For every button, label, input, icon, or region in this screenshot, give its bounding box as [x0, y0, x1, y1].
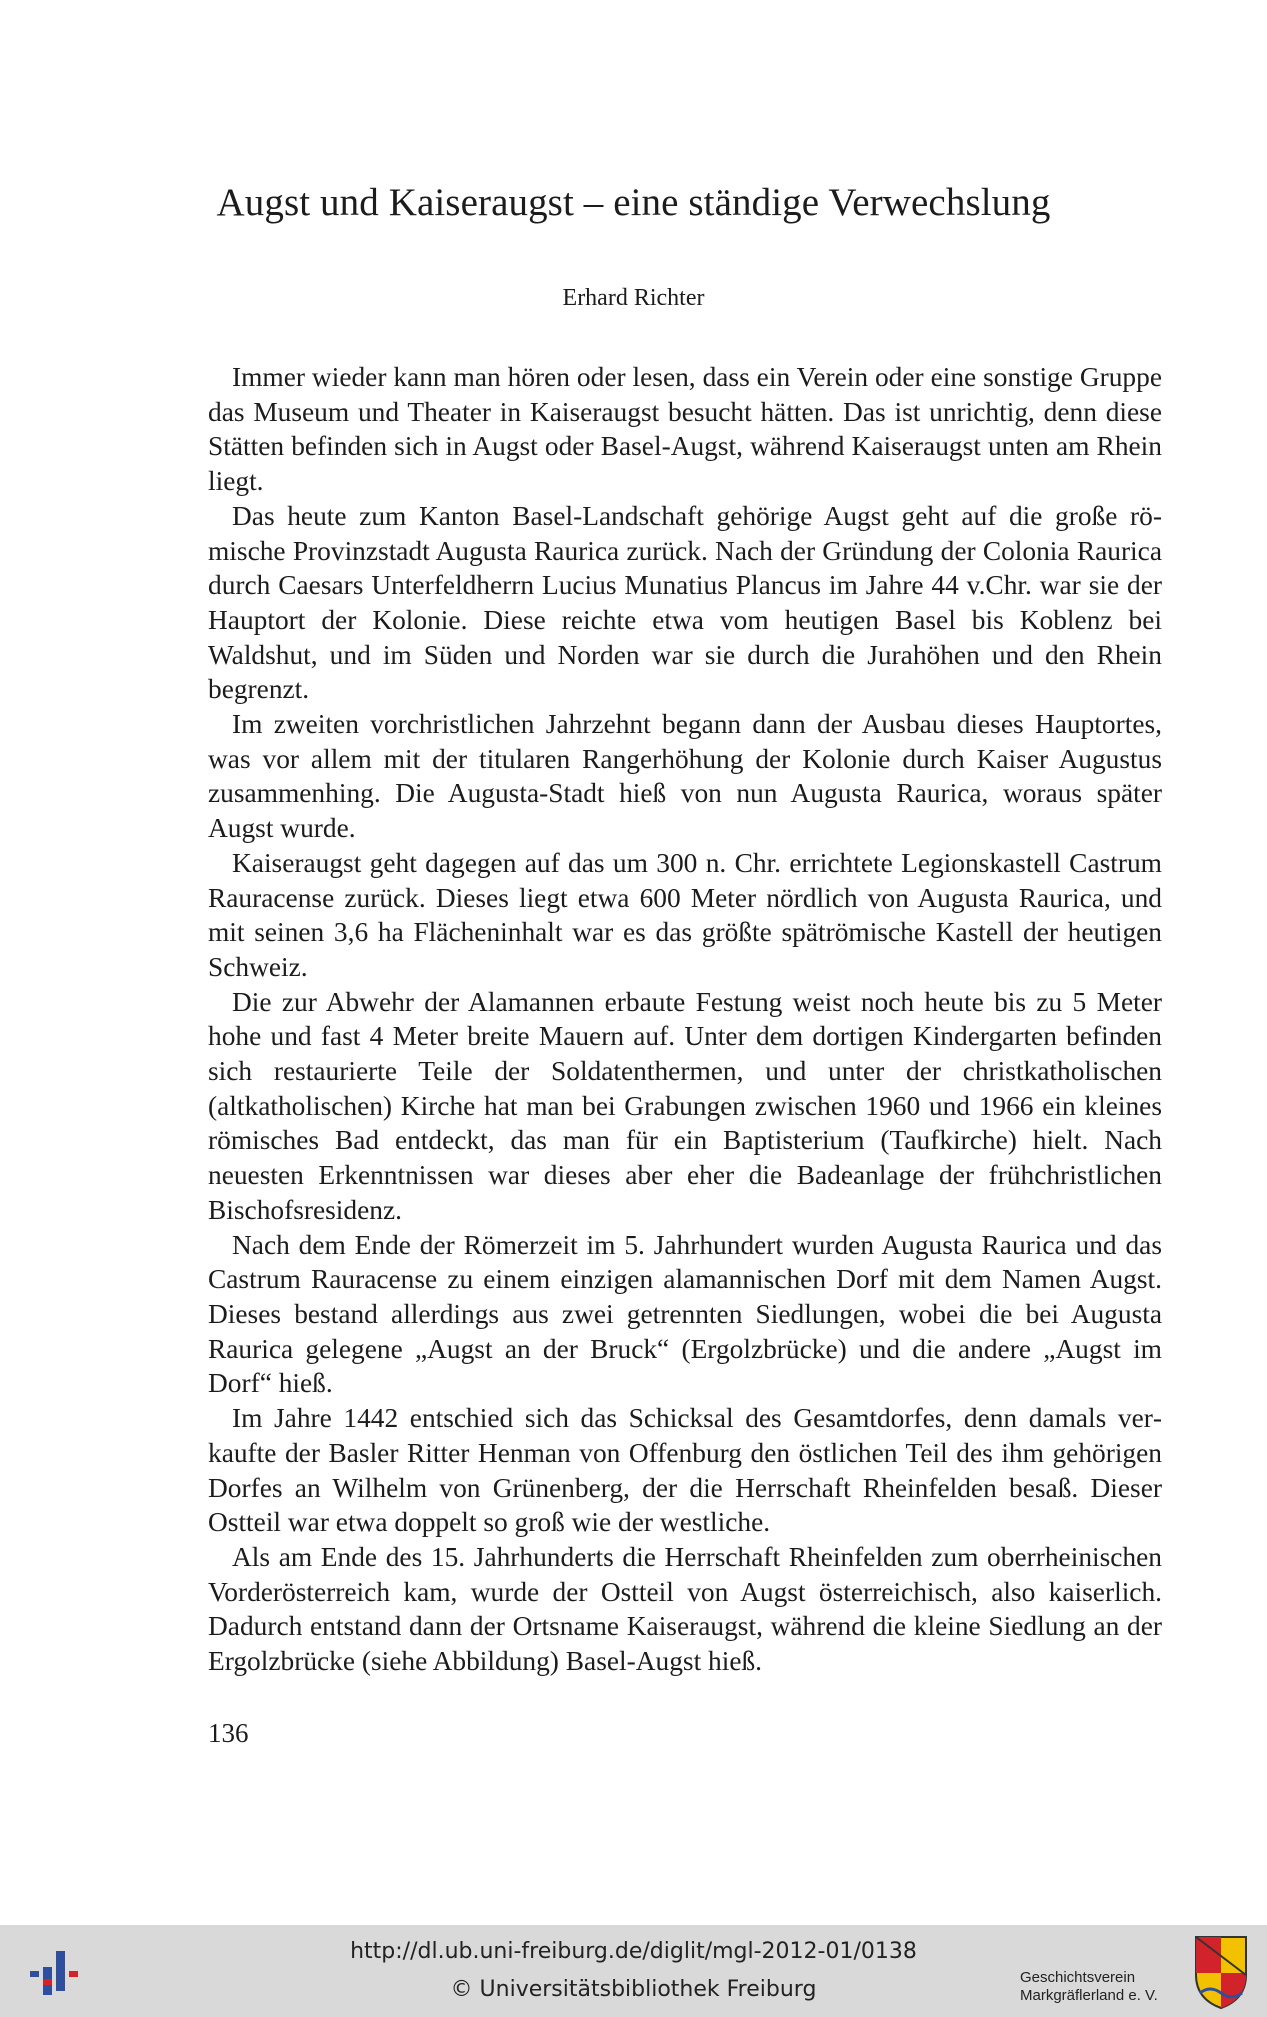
page-number: 136: [208, 1718, 249, 1748]
article-title: Augst und Kaiseraugst – eine ständige Verwechslung: [216, 181, 1051, 224]
footer-copyright: © Universitätsbibliothek Freiburg: [450, 1977, 817, 2002]
article-body: [208, 360, 1162, 1679]
paragraph: Im zweiten vorchristlichen Jahrzehnt begann dann der Ausbau dieses Hauptortes, was vor allem mit der titularen Rangerhöhung der Kolonie durch Kaiser Augustus zusammenhing. Die Augusta-Stadt hieß von nun Augusta Raurica, woraus später Augst wurde.: [208, 709, 1162, 844]
society-name: [1020, 1969, 1190, 2005]
paragraph: Nach dem Ende der Römerzeit im 5. Jahrhundert wurden Augusta Raurica und das Castrum Rauracense zu einem einzigen alamannischen Dorf mit dem Namen Augst. Dieses bestand allerdings aus zwei getrennten Siedlungen, wobei die bei Augusta Raurica gelegene „Augst an der Bruck“ (Ergolzbrücke) und die andere „Augst im Dorf“ hieß.: [208, 1229, 1162, 1399]
society-line-2: Markgräflerland e. V.: [1020, 1987, 1158, 2004]
society-line-1: Geschichtsverein: [1020, 1969, 1136, 1986]
paragraph: Im Jahre 1442 entschied sich das Schicksal des Gesamtdorfes, denn damals verkaufte der Basler Ritter Henman von Offenburg den östlichen Teil des ihm gehörigen Dorfes an Wilhelm von Grünenberg, der die Herrschaft Rheinfelden besaß. Dieser Ostteil war etwa doppelt so groß wie der westliche.: [208, 1403, 1162, 1538]
paragraph: Immer wieder kann man hören oder lesen, dass ein Verein oder eine sonstige Gruppe das Museum und Theater in Kaiseraugst besucht hätten. Das ist unrichtig, denn diese Stätten befinden sich in Augst oder Basel-Augst, während Kaiseraugst unten am Rhein liegt.: [208, 362, 1162, 497]
paragraph: Kaiseraugst geht dagegen auf das um 300 n. Chr. errichtete Legionskastell Castrum Rauracense zurück. Dieses liegt etwa 600 Meter nördlich von Augusta Raurica, und mit seinen 3,6 ha Flächeninhalt war es das größte spätrömische Kastell der heutigen Schweiz.: [208, 847, 1162, 982]
footer-url-link[interactable]: http://dl.ub.uni-freiburg.de/diglit/mgl-2012-01/0138: [350, 1939, 917, 1964]
article-author: Erhard Richter: [562, 285, 705, 311]
paragraph: Als am Ende des 15. Jahrhunderts die Herrschaft Rheinfelden zum oberrheinischen Vorderösterreich kam, wurde der Ostteil von Augst österreichisch, also kaiserlich. Dadurch entstand dann der Ortsname Kaiseraugst, während die kleine Siedlung an der Ergolzbrücke (siehe Abbildung) Basel-Augst hieß.: [208, 1541, 1162, 1677]
markgraeflerland-crest-icon: [1192, 1933, 1250, 2011]
footer-bar: [0, 1925, 1267, 2017]
paragraph: Die zur Abwehr der Alamannen erbaute Festung weist noch heute bis zu 5 Meter hohe und fast 4 Meter breite Mauern auf. Unter dem dortigen Kindergarten befinden sich restaurierte Teile der Soldatenthermen, und unter der christkatholischen (altkatholischen) Kirche hat man bei Grabungen zwischen 1960 und 1966 ein kleines römisches Bad entdeckt, das man für ein Baptisterium (Taufkirche) hielt. Nach neuesten Erkenntnissen war dieses aber eher die Badeanlage der frühchristlichen Bischofsresidenz.: [208, 986, 1162, 1225]
paragraph: Das heute zum Kanton Basel-Landschaft gehörige Augst geht auf die große römische Provinzstadt Augusta Raurica zurück. Nach der Gründung der Colonia Raurica durch Caesars Unterfeldherrn Lucius Munatius Plancus im Jahre 44 v.Chr. war sie der Hauptort der Kolonie. Diese reichte etwa vom heutigen Basel bis Koblenz bei Waldshut, und im Süden und Norden war sie durch die Jurahöhen und den Rhein begrenzt.: [208, 500, 1162, 705]
